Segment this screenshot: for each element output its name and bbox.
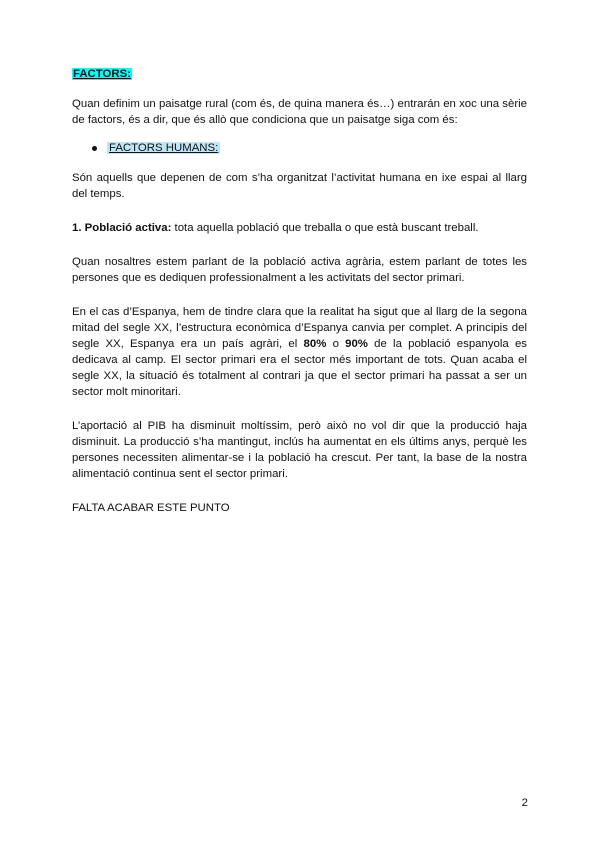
definition-paragraph: Són aquells que depenen de com s’ha organitzat l’activitat humana en ixe espai al llarg del temps. [72,172,527,200]
page-number: 2 [521,797,528,809]
paragraph-2-part-1: En el cas d’Espanya, hem de tindre clara que la realitat ha sigut que al llarg de la segona mitad del segle XX, l’estructura econòmica d’Espanya canvia per complet. A principis del segle XX, Espanya era un país agràri, el [72,306,527,350]
percent-80: 80% [303,338,327,350]
bullet-item-factors-humans [92,142,527,154]
intro-paragraph: Quan definim un paisatge rural (com és, de quina manera és…) entrarán en xoc una sèrie de factors, és a dir, que és allò que condiciona que un paisatge siga com és: [72,98,527,126]
section-poblacio-activa [72,220,527,236]
heading-factors: FACTORS: [73,68,132,80]
section-text: tota aquella població que treballa o que està buscant treball. [171,222,479,234]
paragraph-2-part-2: o [326,338,346,350]
paragraph-3: L’aportació al PIB ha disminuit moltíssim, però això no vol dir que la producció haja disminuit. La producció s’ha mantingut, inclús ha aumentat en els últims anys, perquè les persones necessiten alimentar-se i la població ha crescut. Per tant, la base de la nostra alimentació continua sent el sector primari. [72,420,527,480]
bullet-dot-icon [92,146,97,151]
paragraph-1: Quan nosaltres estem parlant de la població activa agrària, estem parlant de totes les persones que es dediquen professionalment a les activitats del sector primari. [72,256,527,284]
document-page [72,68,527,516]
note-text: FALTA ACABAR ESTE PUNTO [72,502,230,514]
section-title: 1. Població activa: [72,222,172,234]
percent-90: 90% [345,338,368,350]
paragraph-2-part-3: de la població espanyola es dedicava al camp. El sector primari era el sector més important de tots. Quan acaba el segle XX, la situació és totalment al contrari ja que el sector primari ha passat a ser un sector molt minoritari. [72,338,527,398]
paragraph-2 [72,304,527,400]
bullet-label: FACTORS HUMANS: [109,142,219,154]
